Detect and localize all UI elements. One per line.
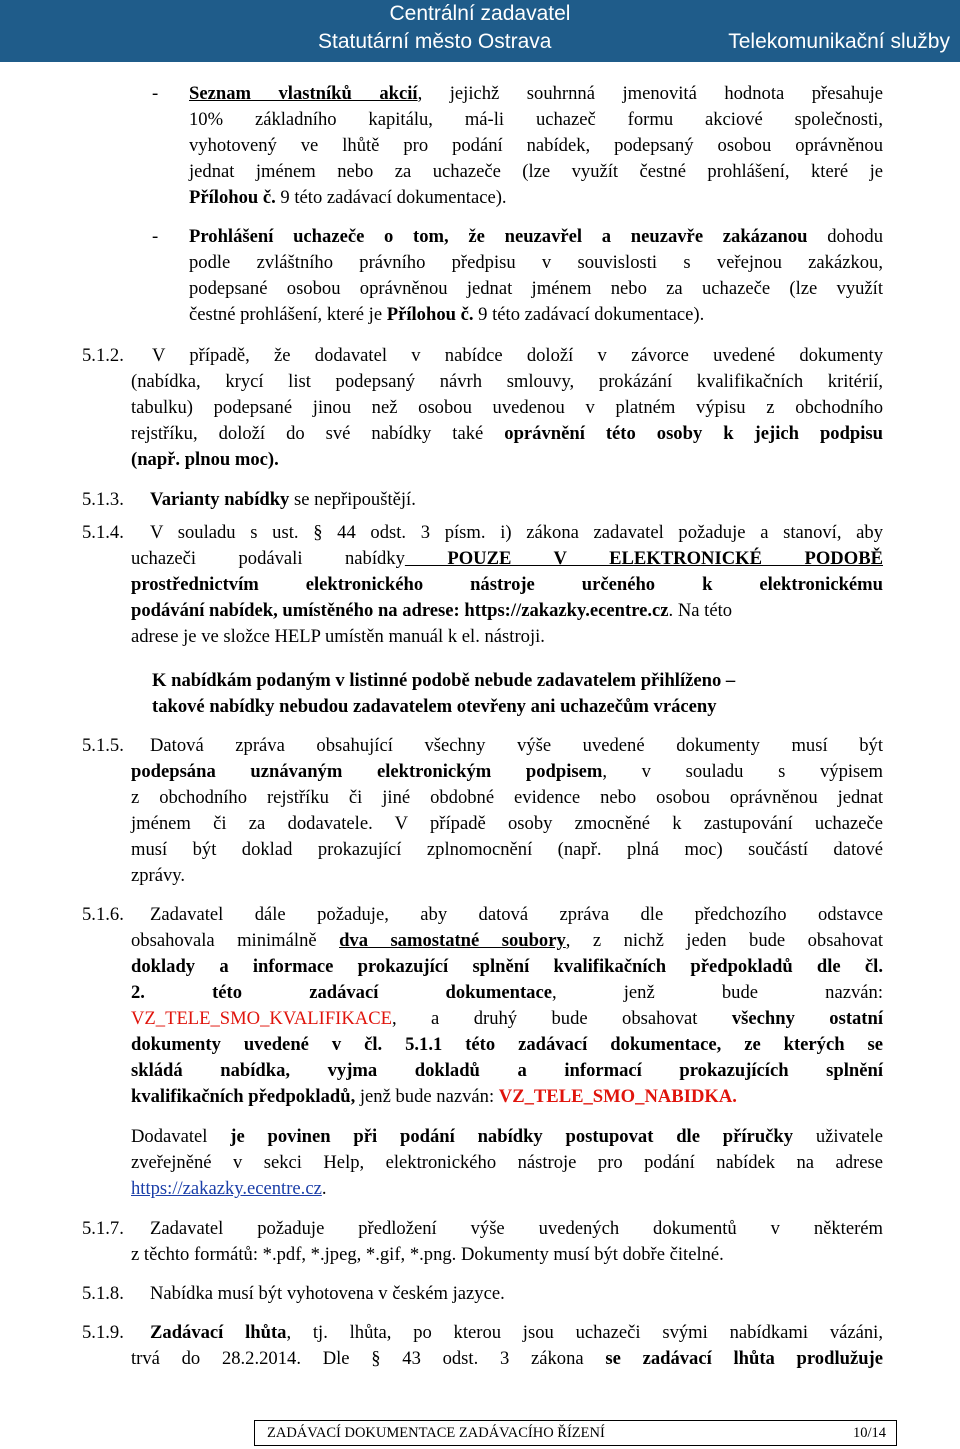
section-5-1-6-line: 2. této zadávací dokumentace, jenž bude nazván: [131, 982, 883, 1003]
section-5-1-5-line: podepsána uznávaným elektronickým podpisem, v souladu s výpisem [131, 761, 883, 782]
footer-title: ZADÁVACÍ DOKUMENTACE ZADÁVACÍHO ŘÍZENÍ [267, 1425, 605, 1441]
section-5-1-6-line: Zadavatel dále požaduje, aby datová zpráva dle předchozího odstavce [150, 904, 883, 925]
ecentre-link[interactable]: https://zakazky.ecentre.cz [131, 1178, 322, 1199]
section-5-1-3-text: Varianty nabídky se nepřipouštějí. [150, 489, 416, 510]
section-5-1-7-line: Zadavatel požaduje předložení výše uvedených dokumentů v některém [150, 1218, 883, 1239]
section-number: 5.1.2. [82, 345, 124, 366]
section-5-1-6-line: https://zakazky.ecentre.cz. [131, 1178, 327, 1199]
section-5-1-6-line: dokumenty uvedené v čl. 5.1.1 této zadávací dokumentace, ze kterých se [131, 1034, 883, 1055]
section-number: 5.1.8. [82, 1283, 124, 1304]
section-5-1-8-text: Nabídka musí být vyhotovena v českém jazyce. [150, 1283, 505, 1304]
section-5-1-6-line: obsahovala minimálně dva samostatné soubory, z nichž jeden bude obsahovat [131, 930, 883, 951]
section-5-1-7-line: z těchto formátů: *.pdf, *.jpeg, *.gif, *.png. Dokumenty musí být dobře čitelné. [131, 1244, 724, 1265]
paper-offers-notice: takové nabídky nebudou zadavatelem otevřeny ani uchazečům vráceny [152, 696, 717, 717]
bullet-1-line: Seznam vlastníků akcií, jejichž souhrnná jmenovitá hodnota přesahuje [189, 83, 883, 104]
section-5-1-6-line: Dodavatel je povinen při podání nabídky postupovat dle příručky uživatele [131, 1126, 883, 1147]
section-number: 5.1.3. [82, 489, 124, 510]
header-organization: Statutární město Ostrava [318, 30, 552, 53]
section-5-1-9-line: trvá do 28.2.2014. Dle § 43 odst. 3 zákona se zadávací lhůta prodlužuje [131, 1348, 883, 1369]
bullet-1-line: jednat jménem nebo za uchazeče (lze využít čestné prohlášení, které je [189, 161, 883, 182]
section-5-1-5-line: zprávy. [131, 865, 186, 886]
section-5-1-2-line: rejstříku, doloží do své nabídky také oprávnění této osoby k jejich podpisu [131, 423, 884, 444]
bullet-dash: - [152, 226, 159, 247]
section-5-1-6-line: zveřejněné v sekci Help, elektronického nástroje pro podání nabídek na adrese [131, 1152, 883, 1173]
section-5-1-6-line: doklady a informace prokazující splnění kvalifikačních předpokladů dle čl. [131, 956, 883, 977]
page-number: 10/14 [852, 1425, 886, 1441]
section-5-1-2-line: V případě, že dodavatel v nabídce doloží v závorce uvedené dokumenty [152, 345, 883, 366]
section-5-1-4-line: prostřednictvím elektronického nástroje určeného k elektronickému [131, 574, 883, 595]
bullet-2-line: Prohlášení uchazeče o tom, že neuzavřel a neuzavře zakázanou dohodu [189, 226, 883, 247]
section-5-1-2-line: tabulku) podepsané jinou než osobou uvedenou v platném výpisu z obchodního [131, 397, 883, 418]
bullet-2-line: podle zvláštního právního předpisu v souvislosti s veřejnou zakázkou, [189, 252, 883, 273]
section-number: 5.1.4. [82, 522, 124, 543]
section-number: 5.1.9. [82, 1322, 124, 1343]
page-footer [254, 1420, 897, 1446]
header-title: Centrální zadavatel [389, 2, 571, 25]
section-number: 5.1.7. [82, 1218, 124, 1239]
section-5-1-4-line: uchazeči podávali nabídky POUZE V ELEKTRONICKÉ PODOBĚ [131, 548, 883, 569]
qualification-file-name: VZ_TELE_SMO_KVALIFIKACE [131, 1008, 392, 1029]
bullet-2-line: podepsané osobou oprávněnou jednat jménem nebo za uchazeče (lze využít [189, 278, 883, 299]
section-5-1-6-line: skládá nabídka, vyjma dokladů a informací prokazujících splnění [131, 1060, 883, 1081]
section-5-1-4-line: adrese je ve složce HELP umístěn manuál k el. nástroji. [131, 626, 545, 647]
section-5-1-5-line: jménem či za dodavatele. V případě osoby zmocněné k zastupování uchazeče [131, 813, 883, 834]
header-subject: Telekomunikační služby [728, 30, 950, 53]
bullet-1-line: 10% základního kapitálu, má-li uchazeč formu akciové společnosti, [189, 109, 883, 130]
section-5-1-4-line: podávání nabídek, umístěného na adrese: https://zakazky.ecentre.cz. Na této [131, 600, 733, 621]
bullet-2-line: čestné prohlášení, které je Přílohou č. 9 této zadávací dokumentace). [189, 304, 705, 325]
section-5-1-4-line: V souladu s ust. § 44 odst. 3 písm. i) zákona zadavatel požaduje a stanoví, aby [150, 522, 883, 543]
section-5-1-5-line: z obchodního rejstříku či jiné obdobné evidence nebo osobou oprávněnou jednat [131, 787, 883, 808]
offer-file-name: VZ_TELE_SMO_NABIDKA. [498, 1086, 737, 1107]
section-5-1-5-line: Datová zpráva obsahující všechny výše uvedené dokumenty musí být [150, 735, 883, 756]
section-5-1-6-line: VZ_TELE_SMO_KVALIFIKACE, a druhý bude obsahovat všechny ostatní [131, 1008, 884, 1029]
paper-offers-notice: K nabídkám podaným v listinné podobě nebude zadavatelem přihlíženo – [152, 670, 736, 691]
owners-list-term: Seznam vlastníků akcií [189, 83, 418, 104]
bullet-1-line: Přílohou č. 9 této zadávací dokumentace). [189, 187, 507, 208]
section-5-1-6-line: kvalifikačních předpokladů, jenž bude nazván: VZ_TELE_SMO_NABIDKA. [131, 1086, 737, 1107]
section-5-1-5-line: musí být doklad prokazující zplnomocnění (např. plná moc) součástí datové [131, 839, 883, 860]
page-header [0, 0, 960, 62]
bullet-1-line: vyhotovený ve lhůtě pro podání nabídek, podepsaný osobou oprávněnou [189, 135, 883, 156]
section-5-1-2-line: (nabídka, krycí list podepsaný návrh smlouvy, prokázání kvalifikačních kritérií, [131, 371, 883, 392]
section-5-1-2-line: (např. plnou moc). [131, 449, 279, 470]
section-number: 5.1.5. [82, 735, 124, 756]
section-number: 5.1.6. [82, 904, 124, 925]
section-5-1-9-line: Zadávací lhůta, tj. lhůta, po kterou jsou uchazeči svými nabídkami vázáni, [150, 1322, 883, 1343]
bullet-dash: - [152, 83, 159, 104]
